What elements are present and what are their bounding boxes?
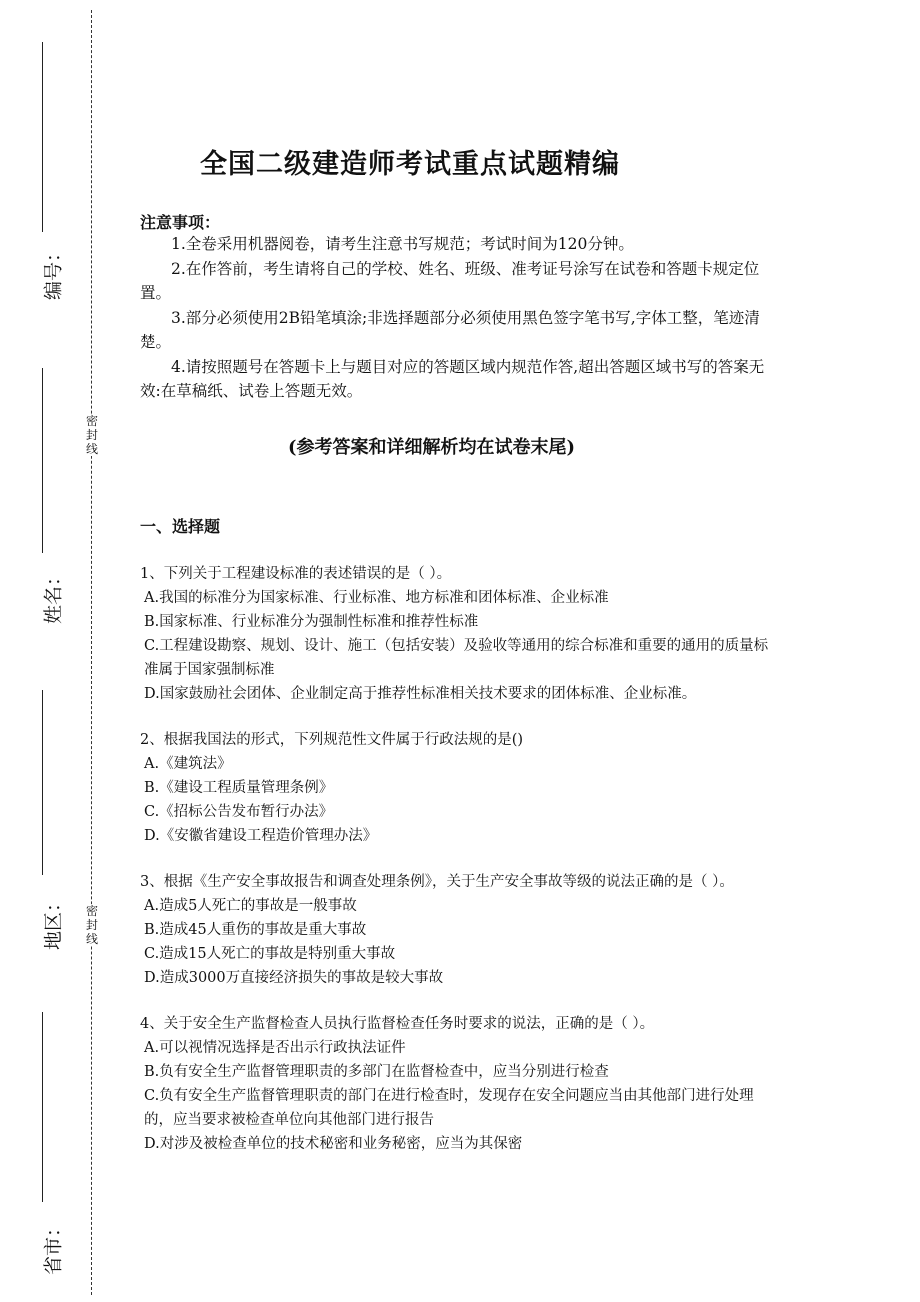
region-fill-line[interactable] [42,690,43,875]
question-4 [140,1012,782,1156]
notice-item: 4.请按照题号在答题卡上与题目对应的答题区域内规范作答,超出答题区域书写的答案无效:在草稿纸、试卷上答题无效。 [140,357,765,400]
option-a[interactable]: A.我国的标准分为国家标准、行业标准、地方标准和团体标准、企业标准 [144,590,609,606]
option-c[interactable]: C.造成15人死亡的事故是特别重大事故 [144,946,396,962]
number-label: 编号： [42,243,65,301]
province-fill-line[interactable] [42,1012,43,1202]
option-d[interactable]: D.对涉及被检查单位的技术秘密和业务秘密，应当为其保密 [144,1136,523,1152]
option-d[interactable]: D.造成3000万直接经济损失的事故是较大事故 [144,970,444,986]
option-d[interactable]: D.《安徽省建设工程造价管理办法》 [144,828,378,844]
question-stem: 3、根据《生产安全事故报告和调查处理条例》，关于生产安全事故等级的说法正确的是（ ）。 [140,874,734,890]
seal-dashed-line [91,10,92,1295]
option-c[interactable]: C.工程建设勘察、规划、设计、施工（包括安装）及验收等通用的综合标准和重要的通用的质量标准属于国家强制标准 [144,638,769,678]
option-b[interactable]: B.《建设工程质量管理条例》 [144,780,334,796]
question-1 [140,562,782,706]
option-c[interactable]: C.负有安全生产监督管理职责的部门在进行检查时，发现存在安全问题应当由其他部门进行处理的，应当要求被检查单位向其他部门进行报告 [144,1088,754,1128]
region-label: 地区： [42,893,65,951]
name-fill-line[interactable] [42,368,43,553]
option-c[interactable]: C.《招标公告发布暂行办法》 [144,804,334,820]
notice-item: 3.部分必须使用2B铅笔填涂;非选择题部分必须使用黑色签字笔书写,字体工整，笔迹清楚。 [140,308,760,351]
option-a[interactable]: A.可以视情况选择是否出示行政执法证件 [144,1040,406,1056]
question-3 [140,870,782,990]
option-a[interactable]: A.《建筑法》 [144,756,232,772]
question-stem: 1、下列关于工程建设标准的表述错误的是（ ）。 [140,566,452,582]
page-title: 全国二级建造师考试重点试题精编 [200,149,620,180]
question-2 [140,728,782,848]
question-stem: 2、根据我国法的形式，下列规范性文件属于行政法规的是() [140,732,524,748]
province-label: 省市： [42,1218,65,1276]
seal-text-upper: 密封线 [85,414,98,456]
option-b[interactable]: B.负有安全生产监督管理职责的多部门在监督检查中，应当分别进行检查 [144,1064,609,1080]
answer-note: (参考答案和详细解析均在试卷末尾) [288,437,576,458]
option-b[interactable]: B.造成45人重伤的事故是重大事故 [144,922,367,938]
number-fill-line[interactable] [42,42,43,232]
section-title: 一、选择题 [140,517,221,536]
option-a[interactable]: A.造成5人死亡的事故是一般事故 [144,898,357,914]
option-b[interactable]: B.国家标准、行业标准分为强制性标准和推荐性标准 [144,614,479,630]
binding-margin [0,0,110,1302]
notice-heading: 注意事项： [140,213,221,232]
notice-item: 1.全卷采用机器阅卷，请考生注意书写规范；考试时间为120分钟。 [171,235,634,253]
question-stem: 4、关于安全生产监督检查人员执行监督检查任务时要求的说法，正确的是（ ）。 [140,1016,655,1032]
option-d[interactable]: D.国家鼓励社会团体、企业制定高于推荐性标准相关技术要求的团体标准、企业标准。 [144,686,697,702]
question-list [140,562,782,1178]
notice-item: 2.在作答前，考生请将自己的学校、姓名、班级、准考证号涂写在试卷和答题卡规定位置。 [140,259,760,302]
name-label: 姓名： [42,567,65,625]
seal-text-lower: 密封线 [85,904,98,946]
notice-list [140,232,782,404]
